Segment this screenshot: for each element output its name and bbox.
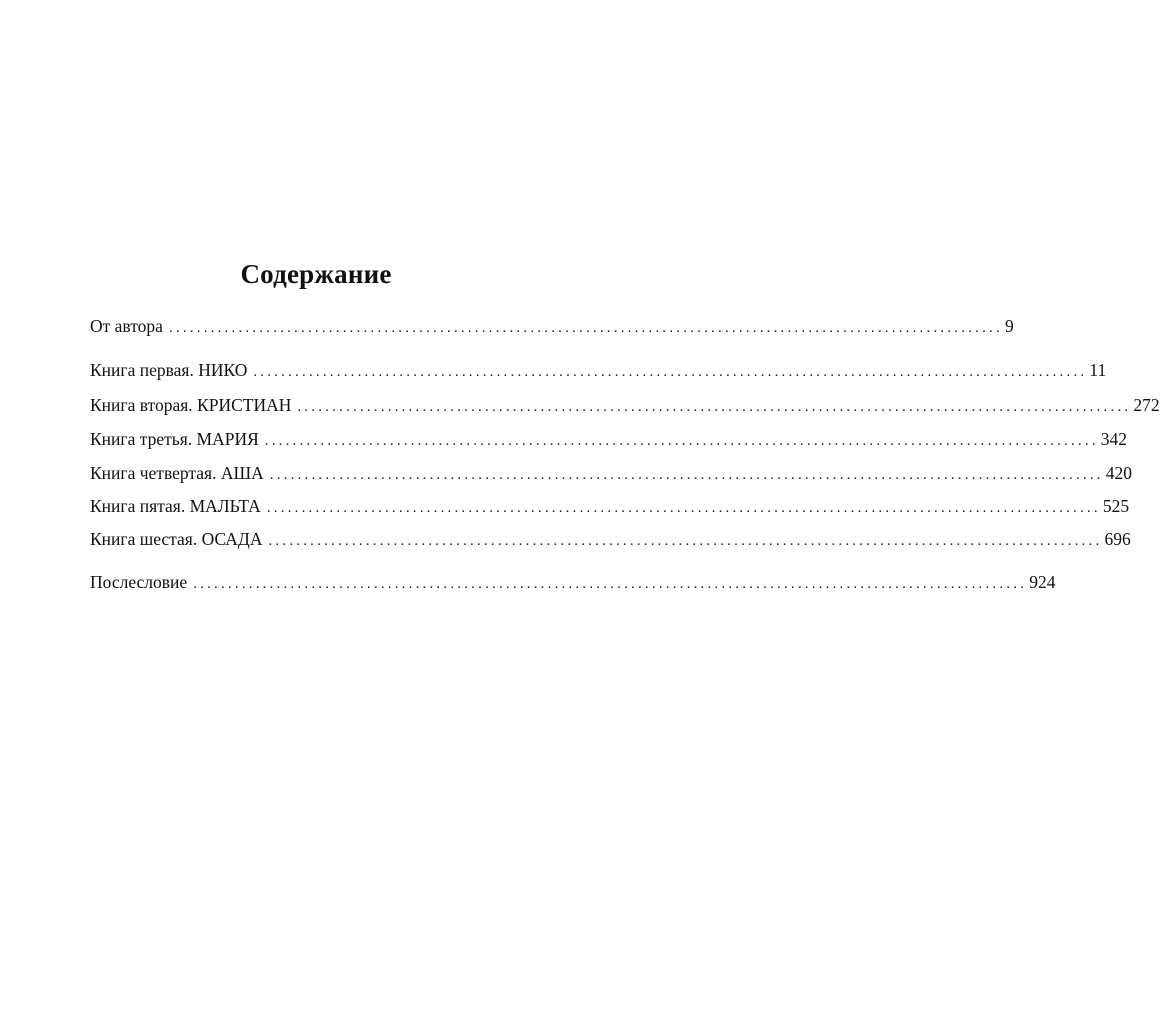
toc-entry-page: 11 <box>1089 360 1107 380</box>
toc-entry-label: От автора <box>90 316 163 336</box>
toc-entry-label: Книга четвертая. АША <box>90 463 264 483</box>
toc-entry-label: Послесловие <box>90 572 188 592</box>
page-title: Содержание <box>240 259 392 289</box>
toc-entry-foreword <box>90 314 1014 338</box>
dot-leader: ........................................................................................................................ <box>264 433 1099 449</box>
toc-entry-book-6 <box>90 527 1131 551</box>
toc-entry-label: Книга вторая. КРИСТИАН <box>90 395 292 415</box>
dot-leader: ........................................................................................................................ <box>269 467 1104 483</box>
dot-leader: ........................................................................................................................ <box>266 500 1101 516</box>
toc-entry-page: 525 <box>1102 496 1130 516</box>
toc-entry-page: 272 <box>1133 395 1160 415</box>
toc-entry-label: Книга шестая. ОСАДА <box>90 529 263 549</box>
toc-entry-page: 924 <box>1029 572 1056 592</box>
toc-entry-label: Книга третья. МАРИЯ <box>90 429 259 449</box>
dot-leader: ........................................................................................................................ <box>168 320 1003 336</box>
dot-leader: ........................................................................................................................ <box>253 364 1088 380</box>
toc-entry-book-1 <box>90 358 1107 382</box>
toc-entry-page: 342 <box>1100 429 1128 449</box>
toc-entry-page: 9 <box>1004 316 1014 336</box>
toc-entry-page: 696 <box>1104 529 1131 549</box>
toc-entry-book-2 <box>90 393 1160 417</box>
dot-leader: ........................................................................................................................ <box>193 576 1028 592</box>
toc-entry-book-3 <box>90 427 1128 451</box>
dot-leader: ........................................................................................................................ <box>268 533 1103 549</box>
toc-entry-label: Книга пятая. МАЛЬТА <box>90 496 261 516</box>
dot-leader: ........................................................................................................................ <box>297 399 1132 415</box>
toc-entry-label: Книга первая. НИКО <box>90 360 248 380</box>
toc-entry-page: 420 <box>1105 463 1132 483</box>
toc-entry-afterword <box>90 570 1056 594</box>
toc-entry-book-4 <box>90 461 1132 485</box>
toc-entry-book-5 <box>90 494 1130 518</box>
